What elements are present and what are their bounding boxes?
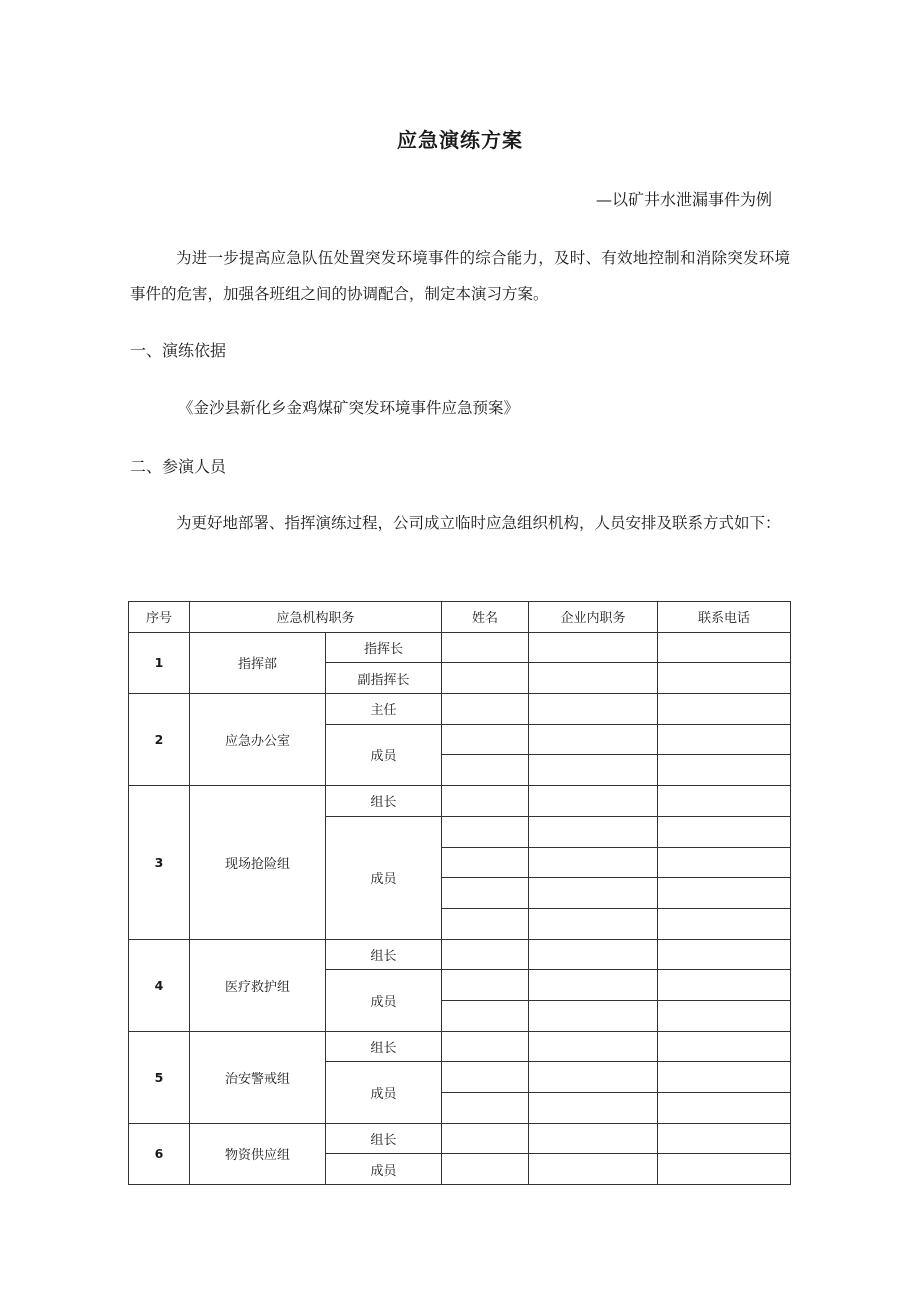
position-cell [529, 1000, 658, 1031]
position-cell [529, 908, 658, 939]
basis-document: 《金沙县新化乡金鸡煤矿突发环境事件应急预案》 [178, 399, 520, 417]
table-row [129, 632, 791, 663]
phone-cell [658, 878, 791, 909]
role-label: 组长 [326, 786, 442, 817]
position-cell [529, 663, 658, 694]
name-cell [442, 1093, 529, 1124]
phone-cell [658, 1123, 791, 1154]
group-number: 6 [129, 1123, 190, 1184]
name-cell [442, 632, 529, 663]
phone-cell [658, 1000, 791, 1031]
group-number: 2 [129, 694, 190, 786]
header-role: 应急机构职务 [190, 602, 442, 633]
phone-cell [658, 908, 791, 939]
section-heading-participants: 二、参演人员 [130, 457, 227, 476]
role-label: 副指挥长 [326, 663, 442, 694]
header-position: 企业内职务 [529, 602, 658, 633]
name-cell [442, 908, 529, 939]
position-cell [529, 816, 658, 847]
name-cell [442, 694, 529, 725]
phone-cell [658, 786, 791, 817]
intro-paragraph: 为进一步提高应急队伍处置突发环境事件的综合能力，及时、有效地控制和消除突发环境事件的危害，加强各班组之间的协调配合，制定本演习方案。 [130, 249, 790, 303]
name-cell [442, 724, 529, 755]
role-label: 成员 [326, 816, 442, 939]
role-label: 组长 [326, 939, 442, 970]
phone-cell [658, 1154, 791, 1185]
name-cell [442, 878, 529, 909]
phone-cell [658, 1031, 791, 1062]
group-number: 3 [129, 786, 190, 939]
phone-cell [658, 816, 791, 847]
group-number: 1 [129, 632, 190, 693]
phone-cell [658, 970, 791, 1001]
name-cell [442, 1154, 529, 1185]
roster-table [128, 601, 791, 1185]
phone-cell [658, 724, 791, 755]
position-cell [529, 939, 658, 970]
phone-cell [658, 755, 791, 786]
position-cell [529, 755, 658, 786]
name-cell [442, 1123, 529, 1154]
position-cell [529, 1031, 658, 1062]
table-row [129, 786, 791, 817]
name-cell [442, 663, 529, 694]
position-cell [529, 1154, 658, 1185]
role-label: 成员 [326, 970, 442, 1031]
position-cell [529, 694, 658, 725]
table-row [129, 1123, 791, 1154]
name-cell [442, 970, 529, 1001]
phone-cell [658, 632, 791, 663]
section-heading-basis: 一、演练依据 [130, 341, 227, 360]
role-label: 成员 [326, 1062, 442, 1123]
role-label: 成员 [326, 1154, 442, 1185]
group-name: 治安警戒组 [190, 1031, 326, 1123]
table-header-row [129, 602, 791, 633]
group-name: 应急办公室 [190, 694, 326, 786]
document-title: 应急演练方案 [397, 128, 523, 152]
name-cell [442, 939, 529, 970]
table-row [129, 1031, 791, 1062]
role-label: 组长 [326, 1031, 442, 1062]
position-cell [529, 724, 658, 755]
position-cell [529, 1062, 658, 1093]
phone-cell [658, 1093, 791, 1124]
group-number: 5 [129, 1031, 190, 1123]
header-phone: 联系电话 [658, 602, 791, 633]
phone-cell [658, 847, 791, 878]
position-cell [529, 970, 658, 1001]
header-no: 序号 [129, 602, 190, 633]
group-name: 现场抢险组 [190, 786, 326, 939]
position-cell [529, 878, 658, 909]
role-label: 组长 [326, 1123, 442, 1154]
position-cell [529, 786, 658, 817]
name-cell [442, 1062, 529, 1093]
position-cell [529, 632, 658, 663]
role-label: 主任 [326, 694, 442, 725]
name-cell [442, 816, 529, 847]
position-cell [529, 1093, 658, 1124]
roster-body [129, 632, 791, 1184]
phone-cell [658, 694, 791, 725]
position-cell [529, 847, 658, 878]
name-cell [442, 755, 529, 786]
table-row [129, 939, 791, 970]
document-subtitle: —以矿井水泄漏事件为例 [595, 190, 772, 209]
group-name: 指挥部 [190, 632, 326, 693]
name-cell [442, 1031, 529, 1062]
name-cell [442, 847, 529, 878]
group-name: 医疗救护组 [190, 939, 326, 1031]
name-cell [442, 1000, 529, 1031]
role-label: 成员 [326, 724, 442, 785]
position-cell [529, 1123, 658, 1154]
participants-intro: 为更好地部署、指挥演练过程，公司成立临时应急组织机构，人员安排及联系方式如下： [176, 514, 781, 532]
header-name: 姓名 [442, 602, 529, 633]
phone-cell [658, 1062, 791, 1093]
group-number: 4 [129, 939, 190, 1031]
group-name: 物资供应组 [190, 1123, 326, 1184]
phone-cell [658, 663, 791, 694]
role-label: 指挥长 [326, 632, 442, 663]
name-cell [442, 786, 529, 817]
table-row [129, 694, 791, 725]
phone-cell [658, 939, 791, 970]
